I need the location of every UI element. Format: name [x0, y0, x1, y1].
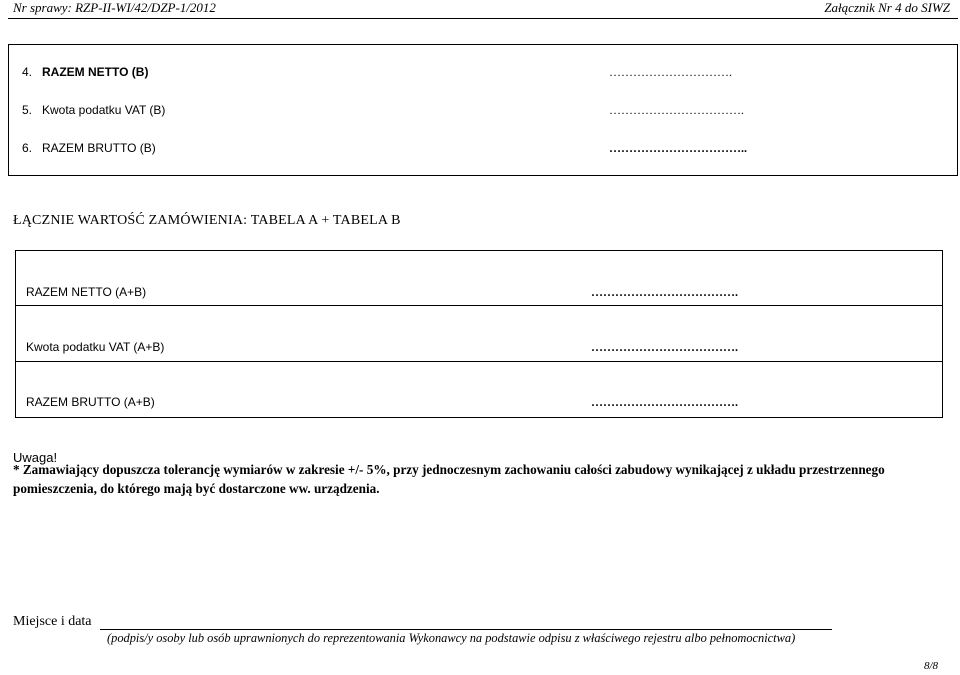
row-value: ………………………………. [591, 340, 738, 354]
signature-caption: (podpis/y osoby lub osób uprawnionych do reprezentowania Wykonawcy na podstawie odpisu z właściwego rejestru albo pełnomocnictwa) [107, 631, 796, 645]
notice-heading: Uwaga! [13, 450, 58, 465]
total-section-title: ŁĄCZNIE WARTOŚĆ ZAMÓWIENIA: TABELA A + TABELA B [13, 213, 401, 228]
row-label: Kwota podatku VAT (A+B) [26, 340, 165, 354]
row-value: ………………………………. [591, 395, 738, 409]
row-divider [16, 305, 942, 306]
page-header [0, 0, 960, 18]
row-label: RAZEM BRUTTO (B) [42, 141, 156, 155]
row-number: 4. [22, 65, 33, 79]
total-table [15, 250, 943, 418]
case-number: Nr sprawy: RZP-II-WI/42/DZP-1/2012 [13, 0, 216, 15]
row-label: RAZEM NETTO (A+B) [26, 285, 147, 299]
signature-line [100, 629, 832, 630]
row-label: Kwota podatku VAT (B) [42, 103, 166, 117]
row-value: ……………………………. [609, 103, 744, 117]
row-label: RAZEM NETTO (B) [42, 65, 149, 79]
header-divider [8, 18, 958, 19]
page-number: 8/8 [923, 660, 938, 672]
row-divider [16, 361, 942, 362]
row-number: 5. [22, 103, 33, 117]
row-label: RAZEM BRUTTO (A+B) [26, 395, 155, 409]
row-value: …………………………. [609, 65, 732, 79]
row-value: …………………………….. [609, 141, 747, 155]
notice-text: * Zamawiający dopuszcza tolerancję wymiarów w zakresie +/- 5%, przy jednoczesnym zachowaniu całości zabudowy wynikającej z układu przestrzennego pomieszczenia, do którego mają być dostarczone ww. urządzenia. [13, 462, 885, 496]
row-value: ………………………………. [591, 285, 738, 299]
attachment-label: Załącznik Nr 4 do SIWZ [824, 0, 950, 15]
table-b [8, 44, 958, 176]
row-number: 6. [22, 141, 33, 155]
place-date-label: Miejsce i data [13, 614, 92, 629]
